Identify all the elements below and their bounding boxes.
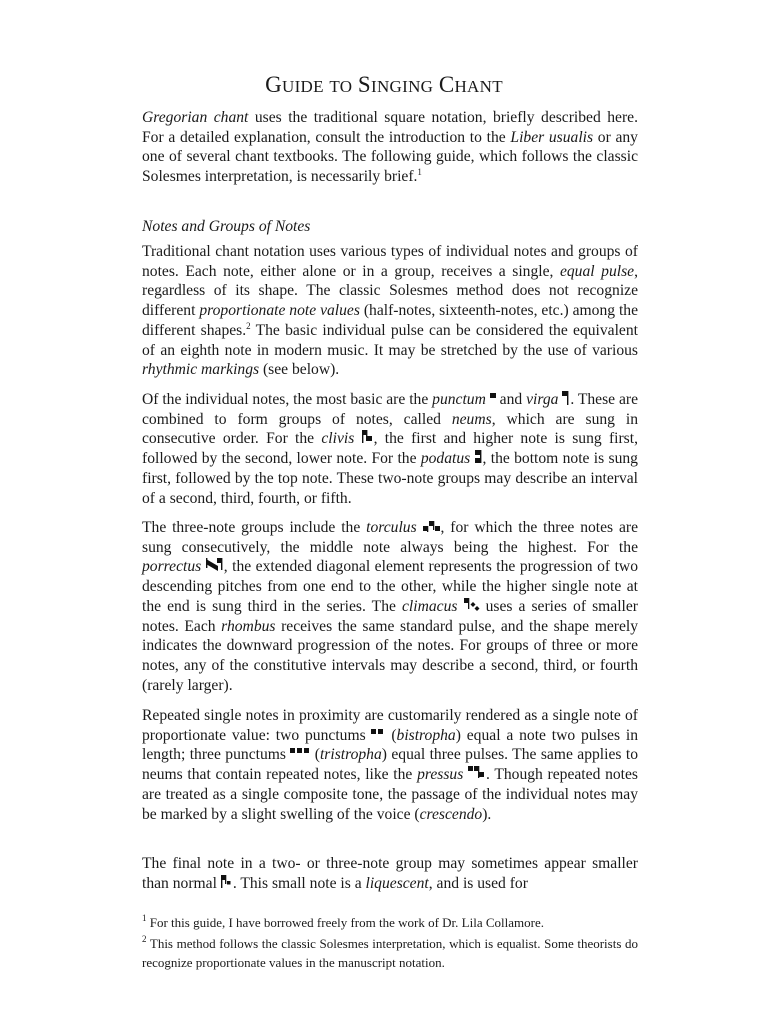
section-heading: Notes and Groups of Notes — [142, 218, 311, 235]
footnote-2: $^2$ This method follows the classic Solesmes interpretation, which is equalist. Some theorists do recognize proportionate values in the manuscript notation. — [142, 934, 638, 970]
paragraph-liquescent: The final note in a two- or three-note group may sometimes appear smaller than normal . This small note is a liquescent, and is used for — [142, 855, 638, 892]
tristropha-icon — [290, 747, 310, 761]
pressus-icon — [468, 765, 486, 781]
paragraph-three-note-groups: The three-note groups include the torculus , for which the three notes are sung consecutively, the middle note always being the highest. For the porrectus , the extended diagonal element represents the progression of two descending pitches from one end to the other, while the higher single note at the end is sung third in the series. The climacus uses a series of smaller notes. Each rhombus receives the same standard pulse, and the shape merely indicates the downward progression of the notes. For groups of three or more notes, any of the constitutive intervals may describe a second, third, or fourth (rarely larger). — [142, 519, 639, 694]
page-title: GUIDE TO SINGING CHANT — [265, 72, 503, 97]
bistropha-icon — [371, 728, 385, 742]
podatus-icon — [475, 449, 483, 465]
paragraph-equal-pulse: Traditional chant notation uses various types of individual notes and groups of notes. Each note, either alone or in a group, receives a single, equal pulse, regardless of its shape. The classic Solesmes method does not recognize different proportionate note values (half-notes, sixteenth-notes, etc.) among the different shapes.$^2$ The basic individual pulse can be considered the equivalent of an eighth note in modern music. It may be stretched by the use of various rhythmic markings (see below). — [142, 243, 639, 379]
clivis-icon — [362, 429, 374, 445]
liquescent-icon — [221, 874, 233, 890]
torculus-icon — [423, 520, 441, 534]
climacus-icon — [464, 597, 480, 613]
porrectus-icon — [206, 557, 224, 573]
footnote-1: $^1$ For this guide, I have borrowed freely from the work of Dr. Lila Collamore. — [142, 913, 544, 930]
footnote-ref-1: 1 — [417, 167, 422, 178]
footnote-ref-2: 2 — [246, 320, 251, 331]
paragraph-individual-notes: Of the individual notes, the most basic are the punctum and virga . These are combined to form groups of notes, called neums, which are sung in consecutive order. For the clivis , the first and higher note is sung first, followed by the second, lower note. For the podatus , the bottom note is sung first, followed by the top note. These two-note groups may describe an interval of a second, third, fourth, or fifth. — [142, 391, 639, 507]
paragraph-repeated-notes: Repeated single notes in proximity are customarily rendered as a single note of proportionate value: two punctums (bistropha) equal a note two pulses in length; three punctums (tristropha) equal three pulses. The same applies to neums that contain repeated notes, like the pressus . Though repeated notes are treated as a single composite tone, the passage of the individual notes may be marked by a slight swelling of the voice (crescendo). — [142, 707, 638, 823]
intro-paragraph: Gregorian chant uses the traditional square notation, briefly described here. For a detailed explanation, consult the introduction to the Liber usualis or any one of several chant textbooks. The following guide, which follows the classic Solesmes interpretation, is necessarily brief.$^1$ — [142, 109, 638, 186]
